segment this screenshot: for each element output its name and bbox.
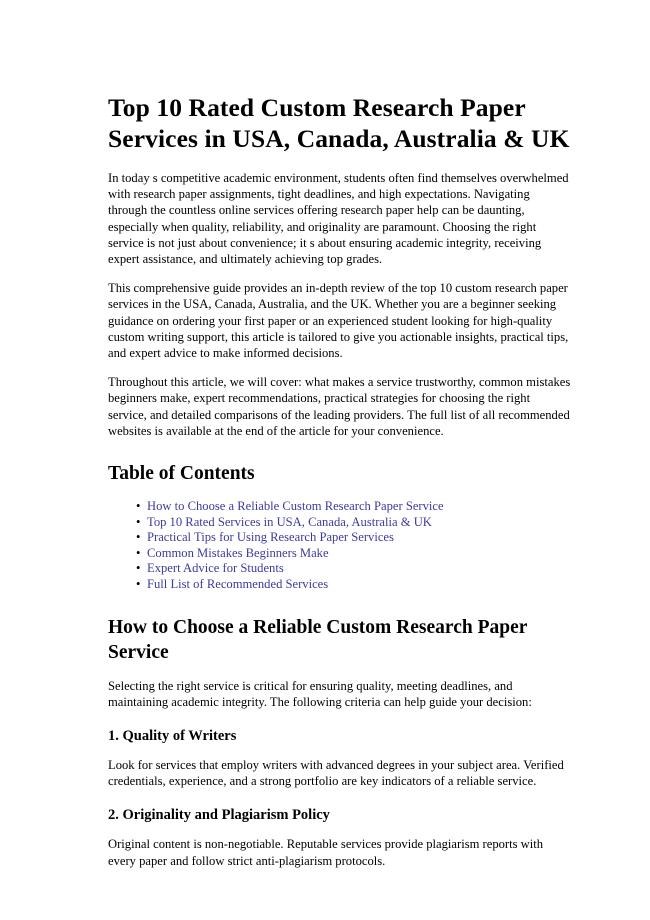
toc-link-expert-advice[interactable]: Expert Advice for Students [147,561,284,576]
bullet-icon: • [136,499,141,514]
intro-paragraph-3: Throughout this article, we will cover: what makes a service trustworthy, common mistakes beginners make, expert recommendations, practical strategies for choosing the right service, and detailed comparisons of the leading providers. The full list of all recommended websites is available at the end of the article for your convenience. [108,375,571,438]
toc-link-how-to-choose[interactable]: How to Choose a Reliable Custom Research Paper Service [147,499,444,514]
bullet-icon: • [136,561,141,576]
intro-paragraph-2: This comprehensive guide provides an in-depth review of the top 10 custom research paper services in the USA, Canada, Australia, and the UK. Whether you are a beginner seeking guidance on ordering your first paper or an experienced student looking for high-quality custom writing support, this article is tailored to give you actionable insights, practical tips, and expert advice to make informed decisions. [108,281,569,361]
bullet-icon: • [136,530,141,545]
subsection-heading-originality-policy: 2. Originality and Plagiarism Policy [108,807,330,824]
list-item[interactable] [136,515,571,531]
toc-link-common-mistakes[interactable]: Common Mistakes Beginners Make [147,545,329,560]
list-item[interactable] [136,530,571,546]
list-item[interactable] [136,546,571,562]
list-item[interactable] [136,561,571,577]
section-heading-how-to-choose: How to Choose a Reliable Custom Research Paper Service [108,616,528,663]
toc-link-full-list[interactable]: Full List of Recommended Services [147,577,329,592]
toc-link-practical-tips[interactable]: Practical Tips for Using Research Paper Services [147,530,394,545]
list-item[interactable] [136,499,571,515]
toc-link-top-10-rated-services[interactable]: Top 10 Rated Services in USA, Canada, Australia & UK [147,514,432,529]
subsection-body-originality-policy: Original content is non-negotiable. Reputable services provide plagiarism reports with every paper and follow strict anti-plagiarism protocols. [108,837,544,868]
table-of-contents-list [108,499,571,593]
table-of-contents-heading: Table of Contents [108,463,255,485]
bullet-icon: • [136,514,141,529]
page-title: Top 10 Rated Custom Research Paper Services in USA, Canada, Australia & UK [108,93,570,153]
bullet-icon: • [136,545,141,560]
subsection-heading-quality-of-writers: 1. Quality of Writers [108,728,237,745]
section-intro-paragraph: Selecting the right service is critical for ensuring quality, meeting deadlines, and maintaining academic integrity. The following criteria can help guide your decision: [108,678,532,709]
intro-paragraph-1: In today s competitive academic environment, students often find themselves overwhelmed with research paper assignments, tight deadlines, and high expectations. Navigating through the countless online services offering research paper help can be daunting, especially when quality, reliability, and originality are paramount. Choosing the right service is not just about convenience; it s about ensuring academic integrity, receiving expert assistance, and ultimately achieving top grades. [108,171,569,267]
bullet-icon: • [136,577,141,592]
document-body [108,92,571,869]
subsection-body-quality-of-writers: Look for services that employ writers with advanced degrees in your subject area. Verified credentials, experience, and a strong portfolio are key indicators of a reliable service. [108,758,564,789]
list-item[interactable] [136,577,571,593]
